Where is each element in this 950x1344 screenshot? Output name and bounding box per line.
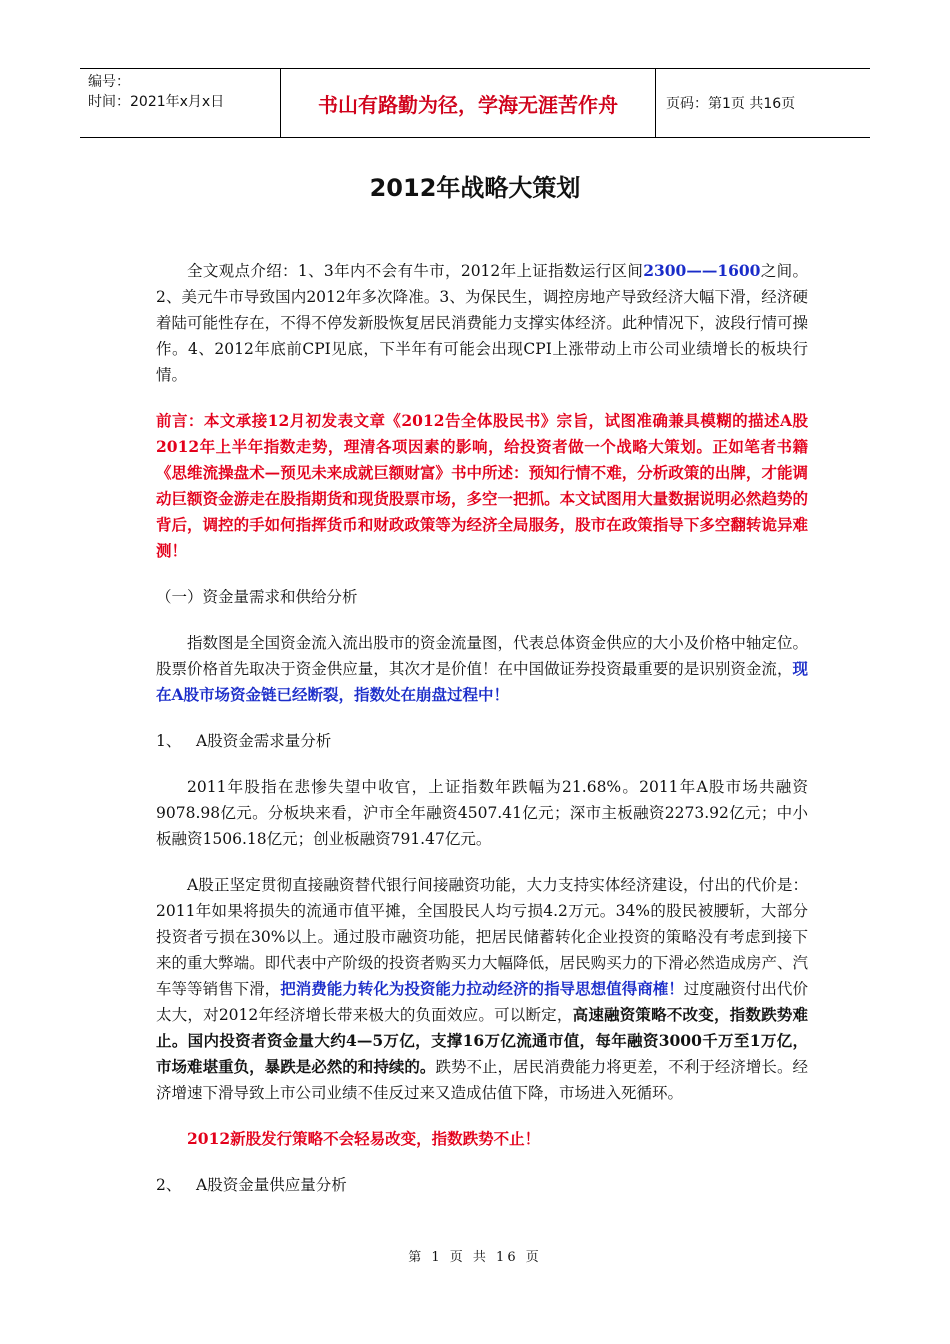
analysis-text-e: 跌势不止，居民消费能力将更差，不利于经济增长。经济增速下滑导致上市公司业绩不佳反过来又造成估值下降，市场进入死循环。 [156, 1058, 808, 1102]
analysis-text-c: 过度融资付出代价太大，对2012年经济增长带来极大的负面效应。可以断定， [156, 980, 808, 1024]
summary-text-b: 之间。2、美元牛市导致国内2012年多次降准。3、为保民生，调控房地产导致经济大幅下滑，经济硬着陆可能性存在，不得不停发新股恢复居民消费能力支撑实体经济。此种情况下，波段行情可操作。4、2012年底前CPI见底，下半年有可能会出现CPI上涨带动上市公司业绩增长的板块行情。 [156, 262, 808, 384]
conclusion-line: 2012新股发行策略不会轻易改变，指数跌势不止！ [187, 1129, 541, 1148]
analysis-text-a: A股正坚定贯彻直接融资替代银行间接融资功能，大力支持实体经济建设，付出的代价是：2011年如果将损失的流通市值平摊，全国股民人均亏损4.2万元。34%的股民被腰斩，大部分投资者亏损在30%以上。通过股市融资功能，把居民储蓄转化企业投资的策略没有考虑到接下来的重大弊端。即代表中产阶级的投资者购买力大幅降低，居民购买力的下滑必然造成房产、汽车等等销售下滑， [156, 876, 808, 998]
header-meta [80, 69, 281, 137]
intro-highlight: 现在A股市场资金链已经断裂，指数处在崩盘过程中！ [156, 659, 808, 704]
page-footer: 第 1 页 共 16 页 [408, 1250, 542, 1265]
page-header [80, 68, 870, 138]
summary-text-a: 全文观点介绍：1、3年内不会有牛市，2012年上证指数运行区间 [187, 262, 644, 280]
list-item-demand [156, 728, 808, 754]
doc-code-label: 编号： [88, 74, 130, 90]
list-number: 2、 [156, 1176, 182, 1194]
section-heading-text: （一）资金量需求和供给分析 [156, 588, 358, 606]
document-title: 2012年战略大策划 [369, 174, 581, 202]
section-heading [156, 584, 808, 610]
analysis-highlight: 把消费能力转化为投资能力拉动经济的指导思想值得商榷！ [280, 979, 684, 998]
list-label: A股资金量供应量分析 [196, 1176, 347, 1194]
preface-paragraph: 前言：本文承接12月初发表文章《2012告全体股民书》宗旨，试图准确兼具模糊的描述A股2012年上半年指数走势，理清各项因素的影响，给投资者做一个战略大策划。正如笔者书籍《思维流操盘术—预见未来成就巨额财富》书中所述：预知行情不难，分析政策的出牌，才能调动巨额资金游走在股指期货和现货股票市场，多空一把抓。本文试图用大量数据说明必然趋势的背后，调控的手如何指挥货币和财政政策等为经济全局服务，股市在政策指导下多空翻转诡异难测！ [156, 411, 808, 560]
index-range: 2300——1600 [643, 261, 761, 280]
intro-paragraph [156, 630, 808, 708]
header-page-info: 页码：第1页 共16页 [666, 96, 796, 112]
list-item-supply [156, 1172, 808, 1198]
header-motto: 书山有路勤为径，学海无涯苦作舟 [281, 69, 656, 137]
analysis-paragraph [156, 872, 808, 1106]
intro-text: 指数图是全国资金流入流出股市的资金流量图，代表总体资金供应的大小及价格中轴定位。股票价格首先取决于资金供应量，其次才是价值！在中国做证券投资最重要的是识别资金流， [156, 634, 808, 678]
summary-paragraph [156, 258, 808, 388]
list-label: A股资金需求量分析 [196, 732, 332, 750]
financing-paragraph: 2011年股指在悲惨失望中收官，上证指数年跌幅为21.68%。2011年A股市场共融资9078.98亿元。分板块来看，沪市全年融资4507.41亿元；深市主板融资2273.92亿元；中小板融资1506.18亿元；创业板融资791.47亿元。 [156, 778, 808, 848]
list-number: 1、 [156, 732, 182, 750]
document-body [156, 258, 808, 1198]
doc-date: 时间：2021年x月x日 [88, 94, 225, 110]
analysis-bold: 高速融资策略不改变，指数跌势难止。国内投资者资金量大约4—5万亿，支撑16万亿流通市值，每年融资3000千万至1万亿，市场难堪重负，暴跌是必然的和持续的。 [156, 1005, 808, 1076]
